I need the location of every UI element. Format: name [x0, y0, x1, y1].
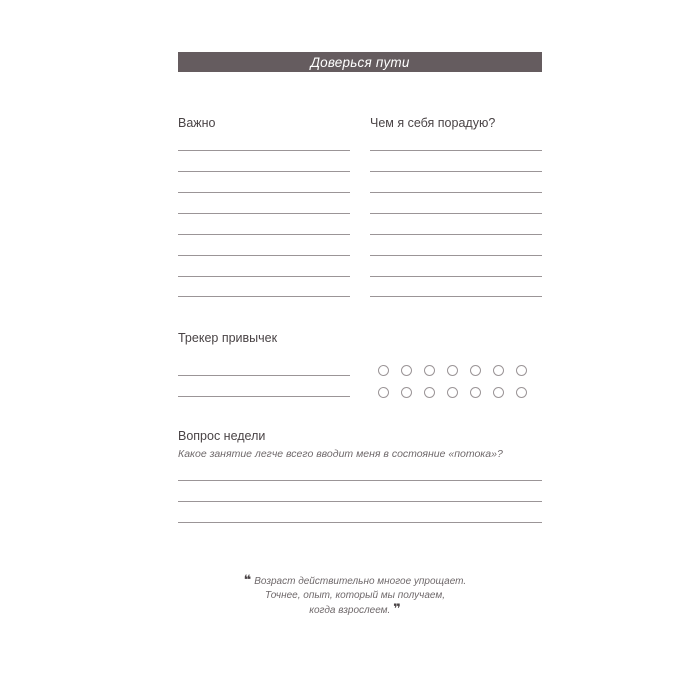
writing-line[interactable] — [370, 171, 542, 172]
writing-line[interactable] — [370, 192, 542, 193]
habit-checkbox[interactable] — [378, 387, 389, 398]
writing-line[interactable] — [178, 192, 350, 193]
quote-block — [230, 573, 480, 618]
week-question-text: Какое занятие легче всего вводит меня в состояние «потока»? — [178, 448, 503, 460]
habit-checkbox[interactable] — [401, 365, 412, 376]
week-question-writing-lines[interactable] — [178, 480, 542, 524]
writing-line[interactable] — [178, 276, 350, 277]
writing-line[interactable] — [178, 213, 350, 214]
habit-checkbox[interactable] — [447, 387, 458, 398]
open-quote-icon: ❝ — [243, 572, 252, 587]
habit-checkbox[interactable] — [424, 387, 435, 398]
writing-line[interactable] — [178, 296, 350, 297]
habit-checkbox[interactable] — [447, 365, 458, 376]
treat-label: Чем я себя порадую? — [370, 116, 496, 130]
treat-writing-lines[interactable] — [370, 150, 542, 300]
habit-checkbox[interactable] — [401, 387, 412, 398]
quote-line-3 — [230, 602, 480, 618]
habit-checkbox[interactable] — [516, 387, 527, 398]
writing-line[interactable] — [178, 501, 542, 502]
habit-checkbox[interactable] — [493, 387, 504, 398]
writing-line[interactable] — [370, 296, 542, 297]
writing-line[interactable] — [178, 396, 350, 397]
writing-line[interactable] — [370, 255, 542, 256]
writing-line[interactable] — [370, 150, 542, 151]
writing-line[interactable] — [178, 522, 542, 523]
habit-checkbox[interactable] — [424, 365, 435, 376]
quote-line-1 — [230, 573, 480, 589]
writing-line[interactable] — [178, 255, 350, 256]
header-bar — [178, 52, 542, 72]
habit-checkbox[interactable] — [470, 365, 481, 376]
writing-line[interactable] — [178, 150, 350, 151]
close-quote-icon: ❞ — [393, 601, 401, 616]
writing-line[interactable] — [370, 276, 542, 277]
quote-text-3: когда взрослеем. — [309, 605, 391, 616]
page-title: Доверься пути — [310, 54, 410, 70]
quote-text-2: Точнее, опыт, который мы получаем, — [265, 589, 445, 601]
important-writing-lines[interactable] — [178, 150, 350, 300]
writing-line[interactable] — [178, 234, 350, 235]
writing-line[interactable] — [370, 234, 542, 235]
habit-tracker-label: Трекер привычек — [178, 331, 278, 345]
writing-line[interactable] — [370, 213, 542, 214]
important-label: Важно — [178, 116, 216, 130]
habit-checkbox[interactable] — [470, 387, 481, 398]
habit-writing-lines[interactable] — [178, 375, 350, 399]
writing-line[interactable] — [178, 375, 350, 376]
habit-checkbox[interactable] — [493, 365, 504, 376]
habit-checkbox-grid — [378, 365, 538, 401]
habit-checkbox[interactable] — [516, 365, 527, 376]
week-question-label: Вопрос недели — [178, 429, 266, 443]
habit-checkbox[interactable] — [378, 365, 389, 376]
writing-line[interactable] — [178, 480, 542, 481]
writing-line[interactable] — [178, 171, 350, 172]
quote-text-1: Возраст действительно многое упрощает. — [254, 576, 467, 587]
